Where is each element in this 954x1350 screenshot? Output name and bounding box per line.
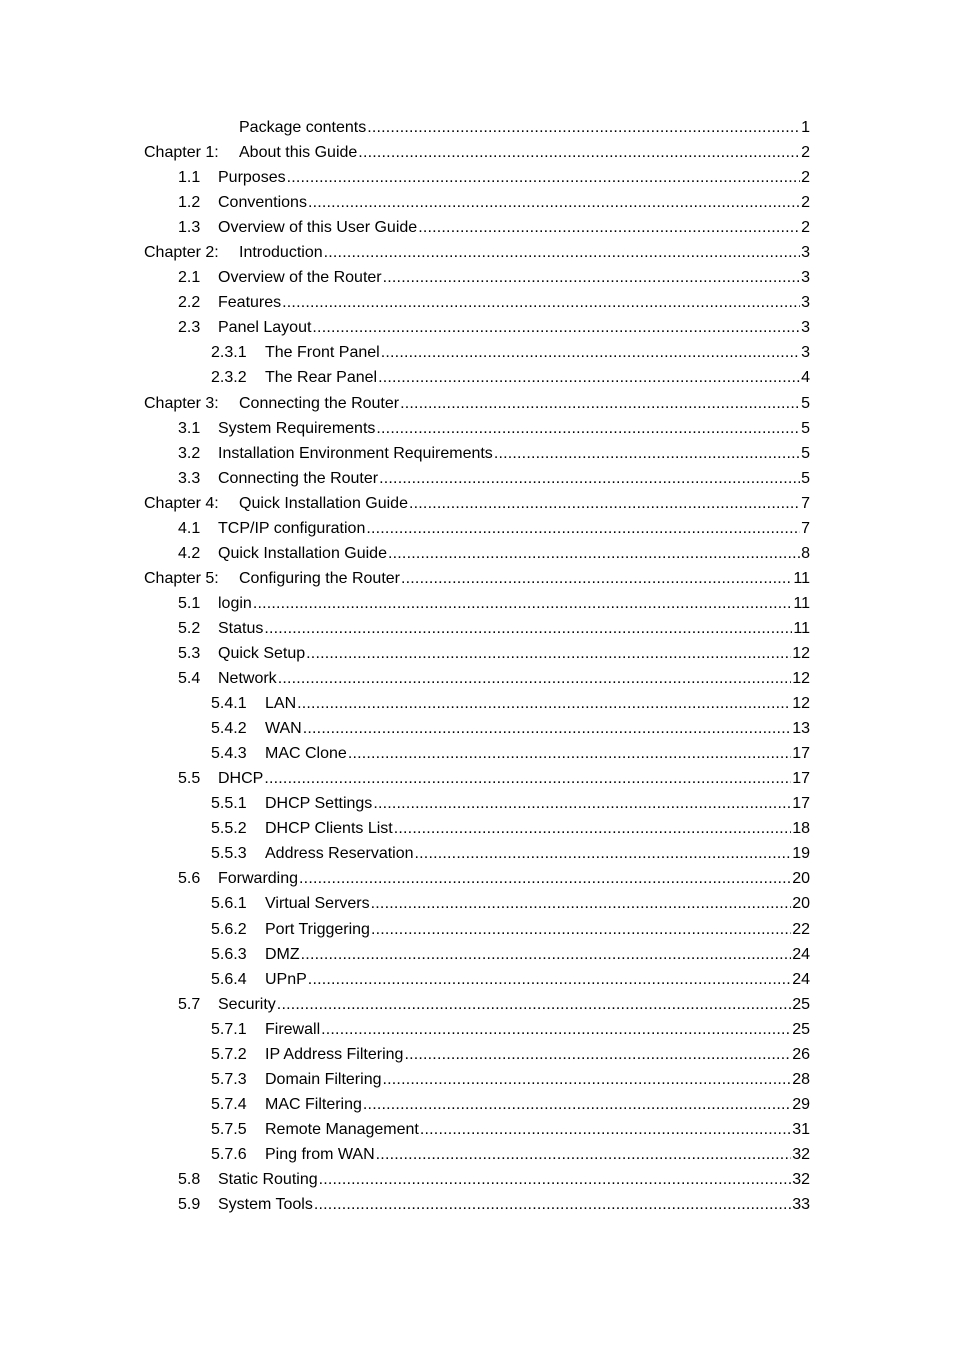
toc-dot-leader [381, 340, 800, 365]
toc-entry-page: 24 [792, 945, 810, 963]
toc-entry-number: 1.2 [178, 194, 201, 212]
toc-entry-number: 5.6.3 [211, 945, 247, 963]
toc-entry-page: 18 [792, 820, 810, 838]
toc-entry-title: Package contents [239, 119, 367, 136]
toc-entry-number: 5.4.2 [211, 720, 247, 738]
toc-entry-page: 19 [792, 845, 810, 863]
toc-entry-page: 25 [792, 995, 810, 1013]
toc-entry-number: 1.3 [178, 219, 201, 237]
toc-dot-leader [383, 265, 800, 290]
toc-entry-number: 5.4.3 [211, 745, 247, 763]
toc-entry-page: 13 [792, 720, 810, 738]
toc-entry-number: 5.7.2 [211, 1045, 247, 1063]
toc-entry-2[interactable] [144, 165, 810, 190]
toc-dot-leader [303, 716, 791, 741]
toc-entry-page: 5 [801, 469, 810, 487]
toc-dot-leader [324, 240, 800, 265]
toc-entry-title: Features [218, 294, 282, 312]
toc-dot-leader [378, 365, 800, 390]
toc-entry-title: Overview of the Router [218, 269, 382, 287]
toc-dot-leader [299, 866, 791, 891]
toc-entry-page: 12 [792, 695, 810, 713]
toc-entry-title: Domain Filtering [265, 1070, 382, 1088]
toc-entry-page: 20 [792, 870, 810, 888]
toc-entry-10[interactable] [144, 365, 810, 390]
toc-entry-number: 2.2 [178, 294, 201, 312]
toc-entry-page: 17 [792, 795, 810, 813]
toc-entry-number: 5.7.5 [211, 1120, 247, 1138]
toc-entry-page: 11 [793, 619, 810, 637]
toc-entry-17[interactable] [144, 541, 810, 566]
toc-entry-page: 24 [792, 970, 810, 988]
toc-entry-page: 11 [793, 569, 810, 587]
toc-entry-title: Connecting the Router [218, 469, 379, 487]
toc-entry-page: 3 [801, 294, 810, 312]
toc-entry-title: Ping from WAN [265, 1145, 375, 1163]
toc-entry-22[interactable] [144, 666, 810, 691]
toc-entry-page: 3 [801, 244, 810, 262]
toc-entry-31[interactable] [144, 891, 810, 916]
toc-entry-title: Virtual Servers [265, 895, 370, 913]
toc-entry-title: Conventions [218, 194, 307, 212]
toc-entry-36[interactable] [144, 1017, 810, 1042]
toc-entry-page: 8 [801, 544, 810, 562]
toc-entry-number: 5.4 [178, 670, 201, 688]
toc-entry-title: Firewall [265, 1020, 321, 1038]
toc-entry-number: 5.6.4 [211, 970, 247, 988]
toc-entry-number: 3.2 [178, 444, 201, 462]
toc-entry-number: 3.1 [178, 419, 201, 437]
toc-entry-title: Forwarding [218, 870, 299, 888]
toc-entry-page: 3 [801, 269, 810, 287]
toc-entry-21[interactable] [144, 641, 810, 666]
toc-entry-32[interactable] [144, 917, 810, 942]
toc-entry-42[interactable] [144, 1167, 810, 1192]
toc-dot-leader [400, 391, 800, 416]
toc-entry-26[interactable] [144, 766, 810, 791]
toc-dot-leader [312, 315, 800, 340]
toc-entry-number: 5.5.1 [211, 795, 247, 813]
toc-entry-title: System Tools [218, 1196, 313, 1214]
toc-entry-number: 4.1 [178, 519, 201, 537]
toc-entry-page: 4 [801, 369, 810, 387]
toc-entry-page: 2 [801, 144, 810, 162]
toc-entry-page: 31 [792, 1120, 810, 1138]
toc-entry-title: Quick Installation Guide [218, 544, 387, 562]
toc-entry-3[interactable] [144, 190, 810, 215]
toc-entry-38[interactable] [144, 1067, 810, 1092]
toc-entry-title: MAC Clone [265, 745, 347, 763]
toc-entry-number: 1.1 [178, 169, 201, 187]
toc-entry-number: 5.5 [178, 770, 201, 788]
toc-dot-leader [394, 816, 791, 841]
toc-entry-page: 5 [801, 419, 810, 437]
toc-entry-number: 2.3.2 [211, 369, 247, 387]
toc-entry-page: 7 [801, 494, 810, 512]
toc-dot-leader [264, 616, 792, 641]
toc-entry-43[interactable] [144, 1192, 810, 1217]
toc-entry-number: 4.2 [178, 544, 201, 562]
toc-entry-number: 5.6.1 [211, 895, 247, 913]
toc-entry-title: Connecting the Router [239, 394, 400, 412]
toc-entry-page: 22 [792, 920, 810, 938]
toc-entry-number: 5.7 [178, 995, 201, 1013]
toc-dot-leader [278, 666, 792, 691]
toc-entry-title: login [218, 594, 252, 612]
toc-entry-title: Panel Layout [218, 319, 312, 337]
toc-dot-leader [371, 891, 792, 916]
toc-entry-number: Chapter 5: [144, 569, 219, 587]
toc-entry-0[interactable] [144, 115, 810, 140]
toc-entry-title: Remote Management [265, 1120, 419, 1138]
toc-entry-page: 5 [801, 444, 810, 462]
table-of-contents [144, 115, 810, 1217]
toc-entry-page: 25 [792, 1020, 810, 1038]
toc-entry-number: Chapter 1: [144, 144, 219, 162]
toc-entry-39[interactable] [144, 1092, 810, 1117]
toc-entry-number: 5.7.1 [211, 1020, 247, 1038]
toc-entry-title: Network [218, 670, 277, 688]
toc-entry-number: 2.1 [178, 269, 201, 287]
toc-entry-title: DMZ [265, 945, 300, 963]
toc-entry-19[interactable] [144, 591, 810, 616]
toc-entry-number: 5.8 [178, 1170, 201, 1188]
toc-entry-7[interactable] [144, 290, 810, 315]
toc-entry-1[interactable] [144, 140, 810, 165]
toc-entry-page: 7 [801, 519, 810, 537]
toc-entry-number: 5.1 [178, 594, 201, 612]
toc-entry-title: About this Guide [239, 144, 358, 162]
toc-entry-18[interactable] [144, 566, 810, 591]
toc-entry-title: Quick Installation Guide [239, 494, 408, 512]
toc-dot-leader [415, 841, 792, 866]
toc-dot-leader [371, 917, 791, 942]
toc-entry-number: 3.3 [178, 469, 201, 487]
toc-entry-title: Purposes [218, 169, 286, 187]
toc-entry-page: 20 [792, 895, 810, 913]
toc-entry-30[interactable] [144, 866, 810, 891]
toc-entry-title: Security [218, 995, 276, 1013]
toc-dot-leader [401, 566, 792, 591]
toc-entry-41[interactable] [144, 1142, 810, 1167]
toc-entry-12[interactable] [144, 416, 810, 441]
toc-entry-5[interactable] [144, 240, 810, 265]
toc-entry-page: 32 [792, 1145, 810, 1163]
toc-entry-number: 5.5.3 [211, 845, 247, 863]
toc-entry-number: 5.9 [178, 1196, 201, 1214]
toc-entry-9[interactable] [144, 340, 810, 365]
toc-entry-title: Port Triggering [265, 920, 370, 938]
toc-entry-8[interactable] [144, 315, 810, 340]
toc-dot-leader [308, 190, 800, 215]
toc-entry-title: The Rear Panel [265, 369, 378, 387]
toc-entry-page: 32 [792, 1170, 810, 1188]
toc-dot-leader [264, 766, 791, 791]
toc-entry-number: 5.5.2 [211, 820, 247, 838]
toc-entry-37[interactable] [144, 1042, 810, 1067]
toc-entry-27[interactable] [144, 791, 810, 816]
toc-entry-page: 3 [801, 319, 810, 337]
toc-entry-number: 5.3 [178, 644, 201, 662]
toc-entry-page: 3 [801, 344, 810, 362]
toc-dot-leader [404, 1042, 791, 1067]
toc-entry-page: 17 [792, 770, 810, 788]
toc-dot-leader [418, 215, 800, 240]
toc-entry-40[interactable] [144, 1117, 810, 1142]
toc-entry-number: 5.7.3 [211, 1070, 247, 1088]
toc-entry-page: 2 [801, 169, 810, 187]
toc-entry-title: IP Address Filtering [265, 1045, 404, 1063]
toc-dot-leader [367, 115, 800, 140]
toc-dot-leader [494, 441, 800, 466]
toc-entry-number: 5.2 [178, 619, 201, 637]
toc-entry-number: 5.4.1 [211, 695, 247, 713]
toc-entry-title: Overview of this User Guide [218, 219, 418, 237]
toc-entry-page: 2 [801, 219, 810, 237]
toc-entry-page: 28 [792, 1070, 810, 1088]
toc-entry-28[interactable] [144, 816, 810, 841]
toc-dot-leader [308, 967, 791, 992]
toc-entry-title: Address Reservation [265, 845, 414, 863]
toc-entry-title: Status [218, 619, 264, 637]
toc-entry-35[interactable] [144, 992, 810, 1017]
toc-entry-title: UPnP [265, 970, 307, 988]
toc-entry-page: 33 [792, 1196, 810, 1214]
toc-dot-leader [306, 641, 791, 666]
toc-entry-16[interactable] [144, 516, 810, 541]
toc-entry-11[interactable] [144, 391, 810, 416]
toc-dot-leader [321, 1017, 791, 1042]
toc-entry-page: 11 [793, 594, 810, 612]
toc-dot-leader [420, 1117, 791, 1142]
toc-dot-leader [314, 1192, 791, 1217]
toc-entry-title: TCP/IP configuration [218, 519, 366, 537]
toc-entry-title: DHCP Settings [265, 795, 373, 813]
toc-entry-title: Installation Environment Requirements [218, 444, 493, 462]
toc-entry-title: DHCP [218, 770, 264, 788]
toc-entry-23[interactable] [144, 691, 810, 716]
toc-dot-leader [376, 1142, 792, 1167]
toc-entry-page: 5 [801, 394, 810, 412]
toc-dot-leader [409, 491, 800, 516]
toc-dot-leader [253, 591, 793, 616]
toc-entry-20[interactable] [144, 616, 810, 641]
toc-dot-leader [297, 691, 791, 716]
toc-entry-24[interactable] [144, 716, 810, 741]
toc-entry-title: MAC Filtering [265, 1095, 362, 1113]
toc-entry-number: 5.6 [178, 870, 201, 888]
toc-dot-leader [373, 791, 791, 816]
toc-entry-6[interactable] [144, 265, 810, 290]
toc-entry-title: Configuring the Router [239, 569, 400, 587]
toc-dot-leader [358, 140, 800, 165]
toc-entry-4[interactable] [144, 215, 810, 240]
toc-entry-29[interactable] [144, 841, 810, 866]
toc-entry-number: Chapter 4: [144, 494, 219, 512]
toc-entry-page: 17 [792, 745, 810, 763]
toc-entry-13[interactable] [144, 441, 810, 466]
toc-dot-leader [348, 741, 791, 766]
toc-entry-title: WAN [265, 720, 302, 738]
toc-dot-leader [376, 416, 800, 441]
toc-entry-number: 5.6.2 [211, 920, 247, 938]
toc-entry-33[interactable] [144, 942, 810, 967]
toc-entry-number: 2.3 [178, 319, 201, 337]
toc-dot-leader [379, 466, 800, 491]
toc-entry-title: System Requirements [218, 419, 376, 437]
toc-entry-title: The Front Panel [265, 344, 380, 362]
toc-dot-leader [282, 290, 800, 315]
toc-entry-number: Chapter 2: [144, 244, 219, 262]
toc-entry-title: Quick Setup [218, 644, 306, 662]
toc-entry-title: Static Routing [218, 1170, 318, 1188]
toc-entry-title: Introduction [239, 244, 323, 262]
toc-entry-number: Chapter 3: [144, 394, 219, 412]
toc-dot-leader [388, 541, 800, 566]
toc-entry-page: 1 [801, 119, 810, 136]
toc-entry-number: 5.7.6 [211, 1145, 247, 1163]
toc-entry-page: 12 [792, 644, 810, 662]
toc-dot-leader [366, 516, 800, 541]
toc-entry-title: DHCP Clients List [265, 820, 393, 838]
toc-entry-title: LAN [265, 695, 297, 713]
toc-dot-leader [301, 942, 792, 967]
toc-entry-page: 29 [792, 1095, 810, 1113]
toc-entry-page: 12 [792, 670, 810, 688]
toc-entry-page: 26 [792, 1045, 810, 1063]
toc-entry-number: 5.7.4 [211, 1095, 247, 1113]
toc-entry-15[interactable] [144, 491, 810, 516]
toc-dot-leader [287, 165, 801, 190]
toc-entry-25[interactable] [144, 741, 810, 766]
toc-dot-leader [277, 992, 791, 1017]
toc-entry-page: 2 [801, 194, 810, 212]
toc-entry-number: 2.3.1 [211, 344, 247, 362]
toc-entry-14[interactable] [144, 466, 810, 491]
toc-dot-leader [319, 1167, 792, 1192]
toc-entry-34[interactable] [144, 967, 810, 992]
toc-dot-leader [382, 1067, 791, 1092]
toc-dot-leader [363, 1092, 791, 1117]
